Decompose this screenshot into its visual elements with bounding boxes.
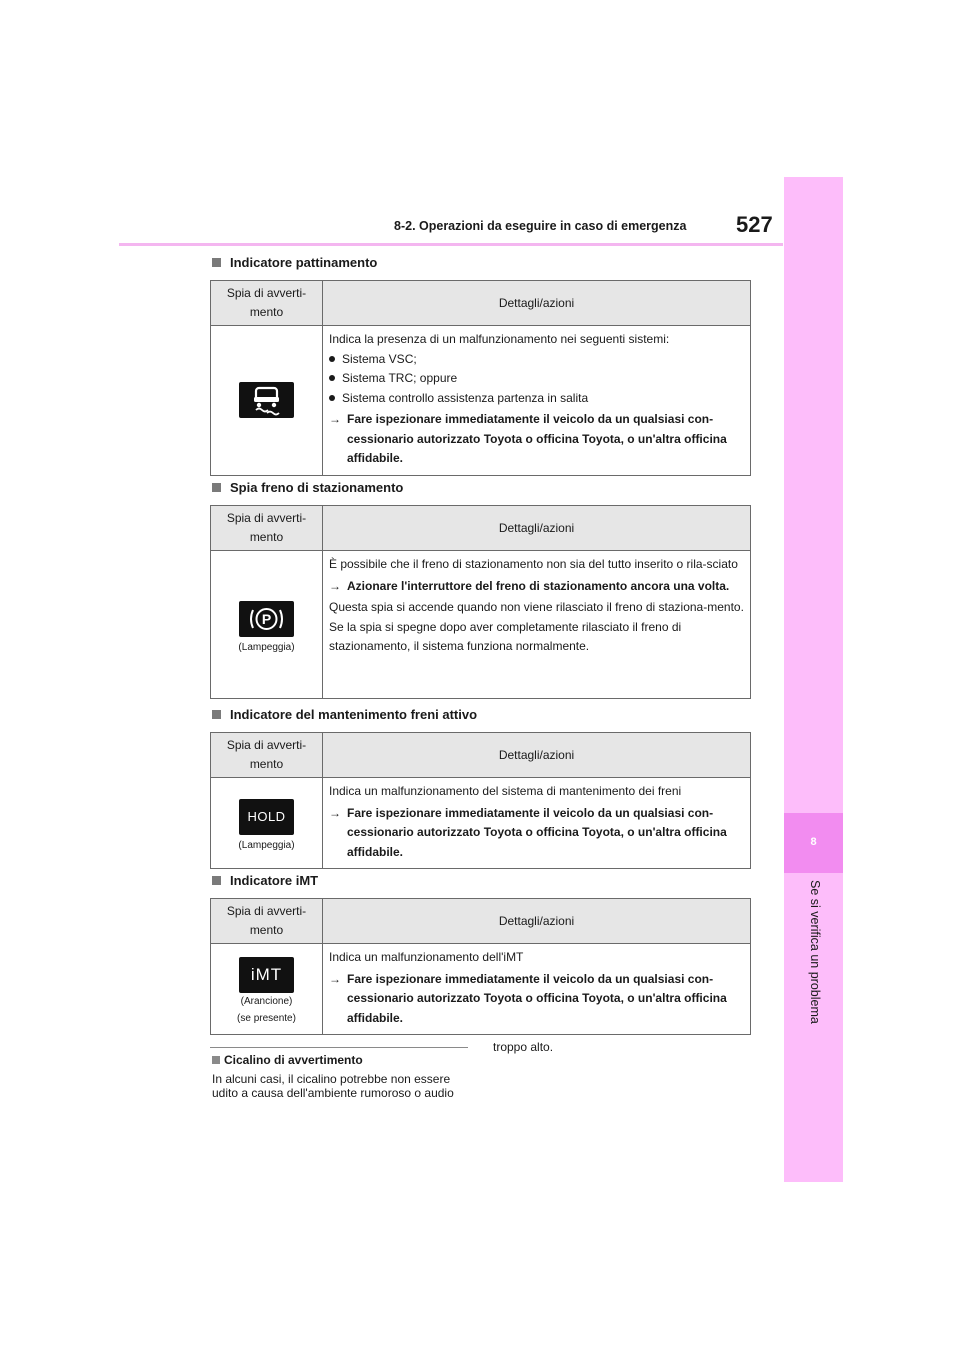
detail-extra: Questa spia si accende quando non viene rilasciato il freno di staziona-mento. Se la spia si spegne dopo aver completamente rilasciato il freno di stazionamento, il sistema funziona normalmente. xyxy=(329,600,744,653)
heading-square-icon xyxy=(212,483,221,492)
brake-hold-icon: HOLD xyxy=(239,799,294,835)
detail-cell xyxy=(323,778,751,869)
action-instruction: → Fare ispezionare immediatamente il veicolo da un qualsiasi con-cessionario autorizzato Toyota o officina Toyota, o un'altra officina affidabile. xyxy=(329,970,744,1029)
detail-cell xyxy=(323,944,751,1035)
bullet-item: Sistema controllo assistenza partenza in salita xyxy=(329,389,744,409)
detail-cell xyxy=(323,326,751,476)
icon-caption: (Lampeggia) xyxy=(238,839,295,851)
note-continuation: troppo alto. xyxy=(493,1040,554,1054)
action-instruction: → Fare ispezionare immediatamente il veicolo da un qualsiasi con-cessionario autorizzato Toyota o officina Toyota, o un'altra officina affidabile. xyxy=(329,410,744,469)
detail-intro: Indica un malfunzionamento del sistema di mantenimento dei freni xyxy=(329,784,682,798)
icon-caption: (Arancione) xyxy=(240,996,293,1007)
icon-caption-optional: (se presente) xyxy=(237,1013,296,1024)
note-rule xyxy=(210,1047,468,1048)
heading-square-icon xyxy=(212,710,221,719)
arrow-icon: → xyxy=(329,805,341,820)
icon-cell xyxy=(211,778,323,869)
warning-table-brake-hold xyxy=(210,732,751,869)
detail-intro: Indica la presenza di un malfunzionamento nei seguenti sistemi: xyxy=(329,332,670,346)
arrow-icon: → xyxy=(329,971,341,986)
svg-text:P: P xyxy=(261,611,272,627)
col-header-details: Dettagli/azioni xyxy=(323,506,751,551)
note-square-icon xyxy=(212,1056,220,1064)
bullet-item: Sistema TRC; oppure xyxy=(329,369,744,389)
col-header-icon: Spia di avverti- mento xyxy=(211,506,323,551)
col-header-icon: Spia di avverti- mento xyxy=(211,899,323,944)
section-heading-text: Indicatore del mantenimento freni attivo xyxy=(230,707,478,722)
bullet-item: Sistema VSC; xyxy=(329,350,744,370)
note-heading: Cicalino di avvertimento xyxy=(212,1053,363,1067)
icon-cell xyxy=(211,944,323,1035)
section-heading-parking-brake xyxy=(212,480,403,495)
slip-indicator-icon xyxy=(239,382,294,418)
imt-icon: iMT xyxy=(239,957,294,993)
warning-table-imt xyxy=(210,898,751,1035)
section-heading-imt xyxy=(212,873,318,888)
icon-caption: (Lampeggia) xyxy=(238,642,295,653)
chapter-title: Se si verifica un problema xyxy=(808,880,822,1024)
section-heading-slip xyxy=(212,255,377,270)
col-header-details: Dettagli/azioni xyxy=(323,733,751,778)
arrow-icon: → xyxy=(329,578,341,593)
section-heading-brake-hold xyxy=(212,707,477,722)
heading-square-icon xyxy=(212,258,221,267)
detail-intro: È possibile che il freno di stazionamento non sia del tutto inserito o rila-sciato xyxy=(329,557,738,571)
section-heading-text: Spia freno di stazionamento xyxy=(230,480,404,495)
icon-cell xyxy=(211,551,323,699)
page-number: 527 xyxy=(736,212,773,237)
col-header-icon: Spia di avverti- mento xyxy=(211,281,323,326)
action-instruction: → Azionare l'interruttore del freno di stazionamento ancora una volta. xyxy=(329,577,744,597)
warning-table-parking-brake xyxy=(210,505,751,699)
warning-table-slip xyxy=(210,280,751,476)
detail-intro: Indica un malfunzionamento dell'iMT xyxy=(329,950,524,964)
chapter-number: 8 xyxy=(810,836,817,848)
action-instruction: → Fare ispezionare immediatamente il veicolo da un qualsiasi con-cessionario autorizzato Toyota o officina Toyota, o un'altra officina affidabile. xyxy=(329,804,744,863)
arrow-icon: → xyxy=(329,412,341,426)
heading-square-icon xyxy=(212,876,221,885)
section-heading-text: Indicatore iMT xyxy=(230,873,319,888)
parking-brake-icon xyxy=(239,601,294,637)
col-header-details: Dettagli/azioni xyxy=(323,281,751,326)
header-rule xyxy=(119,243,783,246)
section-title: 8-2. Operazioni da eseguire in caso di emergenza xyxy=(394,219,687,233)
detail-cell xyxy=(323,551,751,699)
section-heading-text: Indicatore pattinamento xyxy=(230,255,378,270)
col-header-details: Dettagli/azioni xyxy=(323,899,751,944)
note-text: In alcuni casi, il cicalino potrebbe non essere udito a causa dell'ambiente rumoroso o audio xyxy=(212,1072,454,1100)
col-header-icon: Spia di avverti- mento xyxy=(211,733,323,778)
icon-cell xyxy=(211,326,323,476)
